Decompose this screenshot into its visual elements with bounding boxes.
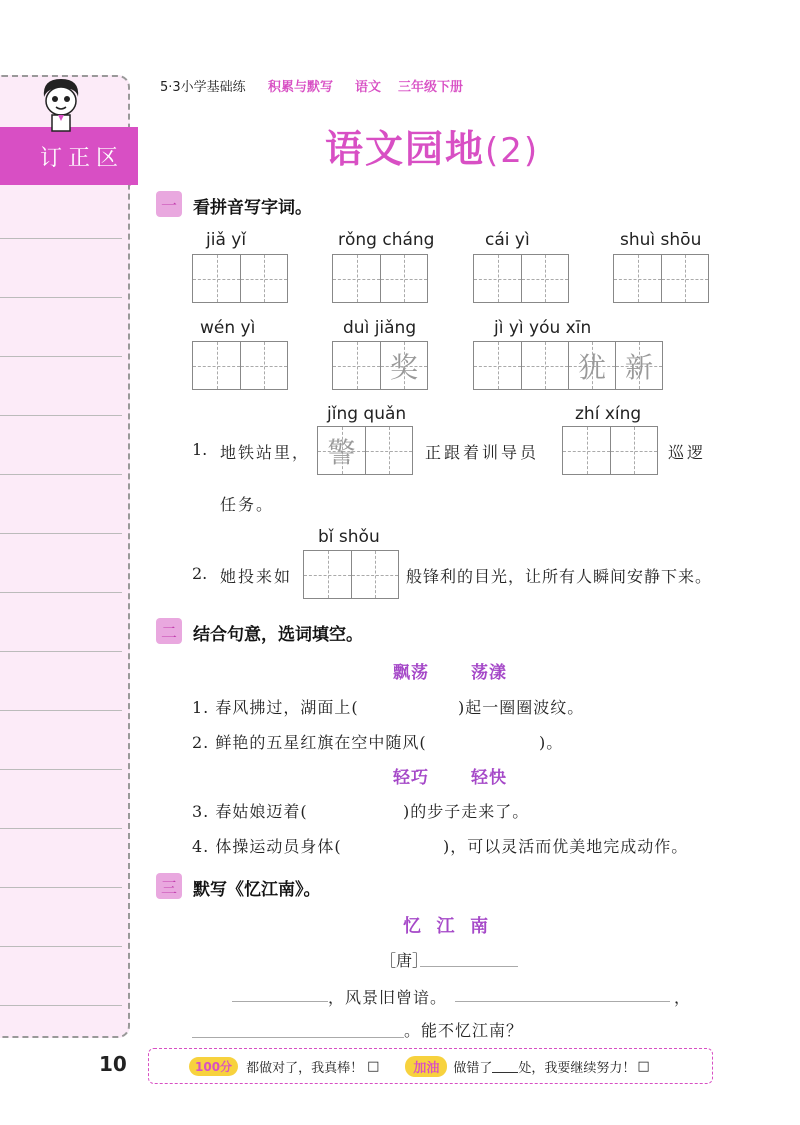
- char-grid-rongchang[interactable]: [332, 254, 428, 303]
- char-grid-jiyiyouxin[interactable]: [473, 341, 663, 390]
- section3-badge: 三: [156, 873, 182, 899]
- pinyin-jiayi: jiǎ yǐ: [206, 230, 247, 250]
- poem-blank-2[interactable]: [455, 1001, 670, 1002]
- given-char-jiang: 奖: [389, 350, 418, 384]
- all-correct-text: 都做对了，我真棒！: [246, 1060, 364, 1076]
- given-char-you: 犹: [577, 350, 606, 384]
- title-main: 语文园地: [325, 127, 486, 171]
- score-100-icon: 100分: [189, 1057, 238, 1076]
- page-title: [325, 118, 539, 173]
- section2-heading: 结合句意，选词填空。: [193, 625, 363, 645]
- s2-q4-post: )，可以灵活而优美地完成动作。: [443, 837, 689, 856]
- poem-line1-mid: ，风景旧曾谙。: [328, 988, 448, 1007]
- correction-lines: [0, 180, 122, 1030]
- keep-going-checkbox[interactable]: □: [637, 1058, 650, 1074]
- option-qingqiao: 轻巧: [393, 768, 429, 788]
- pinyin-caiyi: cái yì: [485, 230, 530, 250]
- pinyin-wenyi: wén yì: [200, 318, 256, 338]
- self-check-bar: [148, 1048, 713, 1084]
- s2-q1-pre: 1. 春风拂过，湖面上(: [192, 698, 359, 717]
- poem-dynasty: ［唐］: [380, 951, 429, 970]
- char-grid-caiyi[interactable]: [473, 254, 569, 303]
- q1-post: 巡逻: [668, 443, 707, 462]
- pinyin-rongchang: rǒng cháng: [338, 230, 435, 250]
- option-qingkuai: 轻快: [471, 768, 507, 788]
- s2-q1-post: )起一圈圈波纹。: [458, 698, 585, 717]
- q1-pre: 地铁站里，: [220, 443, 311, 462]
- header-subject: 语文: [355, 80, 382, 95]
- char-grid-shuishou[interactable]: [613, 254, 709, 303]
- char-grid-duijiang[interactable]: [332, 341, 428, 390]
- section1-badge: 一: [156, 191, 182, 217]
- q2-pre: 她投来如: [220, 567, 293, 586]
- given-char-xin: 新: [624, 350, 653, 384]
- wrong-post-text: 处，我要继续努力！: [518, 1060, 636, 1076]
- pinyin-bishou: bǐ shǒu: [318, 527, 380, 547]
- wrong-pre-text: 做错了: [453, 1060, 493, 1076]
- s2-q3-post: )的步子走来了。: [403, 802, 530, 821]
- s2-q3-pre: 3. 春姑娘迈着(: [192, 802, 308, 821]
- q2-post: 般锋利的目光，让所有人瞬间安静下来。: [406, 567, 713, 586]
- poem-blank-1[interactable]: [232, 1001, 328, 1002]
- pinyin-zhixing: zhí xíng: [575, 404, 642, 424]
- author-blank[interactable]: [420, 966, 518, 967]
- cheer-icon: 加油: [405, 1056, 447, 1077]
- pinyin-duijiang: duì jiǎng: [343, 318, 417, 338]
- poem-title: 忆 江 南: [403, 916, 490, 937]
- char-grid-jingquan[interactable]: [317, 426, 413, 475]
- option-dangyang: 荡漾: [471, 663, 507, 683]
- header-book: 5·3小学基础练: [160, 80, 246, 95]
- poem-line1-end: ，: [674, 988, 691, 1007]
- section2-badge: 二: [156, 618, 182, 644]
- mascot-icon: [36, 75, 86, 133]
- section1-heading: 看拼音写字词。: [193, 198, 312, 218]
- char-grid-zhixing[interactable]: [562, 426, 658, 475]
- q1-mid: 正跟着训导员: [425, 443, 540, 462]
- all-correct-checkbox[interactable]: □: [367, 1058, 380, 1074]
- title-paren: (2): [485, 131, 540, 171]
- option-piaodang: 飘荡: [393, 663, 429, 683]
- char-grid-bishou[interactable]: [303, 550, 399, 599]
- pinyin-jiyiyouxin: jì yì yóu xīn: [494, 318, 592, 338]
- char-grid-wenyi[interactable]: [192, 341, 288, 390]
- given-char-jing: 警: [327, 435, 356, 469]
- header-series: 积累与默写: [268, 80, 334, 95]
- correction-label: 订正区: [40, 145, 125, 171]
- poem-blank-3[interactable]: [192, 1037, 404, 1038]
- correction-tab: [0, 127, 138, 185]
- wrong-count-blank[interactable]: [492, 1060, 518, 1073]
- q1-cont: 任务。: [220, 495, 275, 514]
- char-grid-jiayi[interactable]: [192, 254, 288, 303]
- s2-q2-pre: 2. 鲜艳的五星红旗在空中随风(: [192, 733, 427, 752]
- q2-number: 2.: [192, 564, 208, 583]
- pinyin-jingquan: jǐng quǎn: [327, 404, 407, 424]
- s2-q2-post: )。: [539, 733, 564, 752]
- header-grade: 三年级下册: [398, 80, 464, 95]
- tab-arrow-decoration: [130, 178, 138, 186]
- section3-heading: 默写《忆江南》。: [193, 880, 321, 900]
- q1-number: 1.: [192, 440, 208, 459]
- page-number: 10: [99, 1052, 127, 1076]
- s2-q4-pre: 4. 体操运动员身体(: [192, 837, 342, 856]
- pinyin-shuishou: shuì shōu: [620, 230, 702, 250]
- poem-line2-end: 。能不忆江南？: [404, 1021, 524, 1040]
